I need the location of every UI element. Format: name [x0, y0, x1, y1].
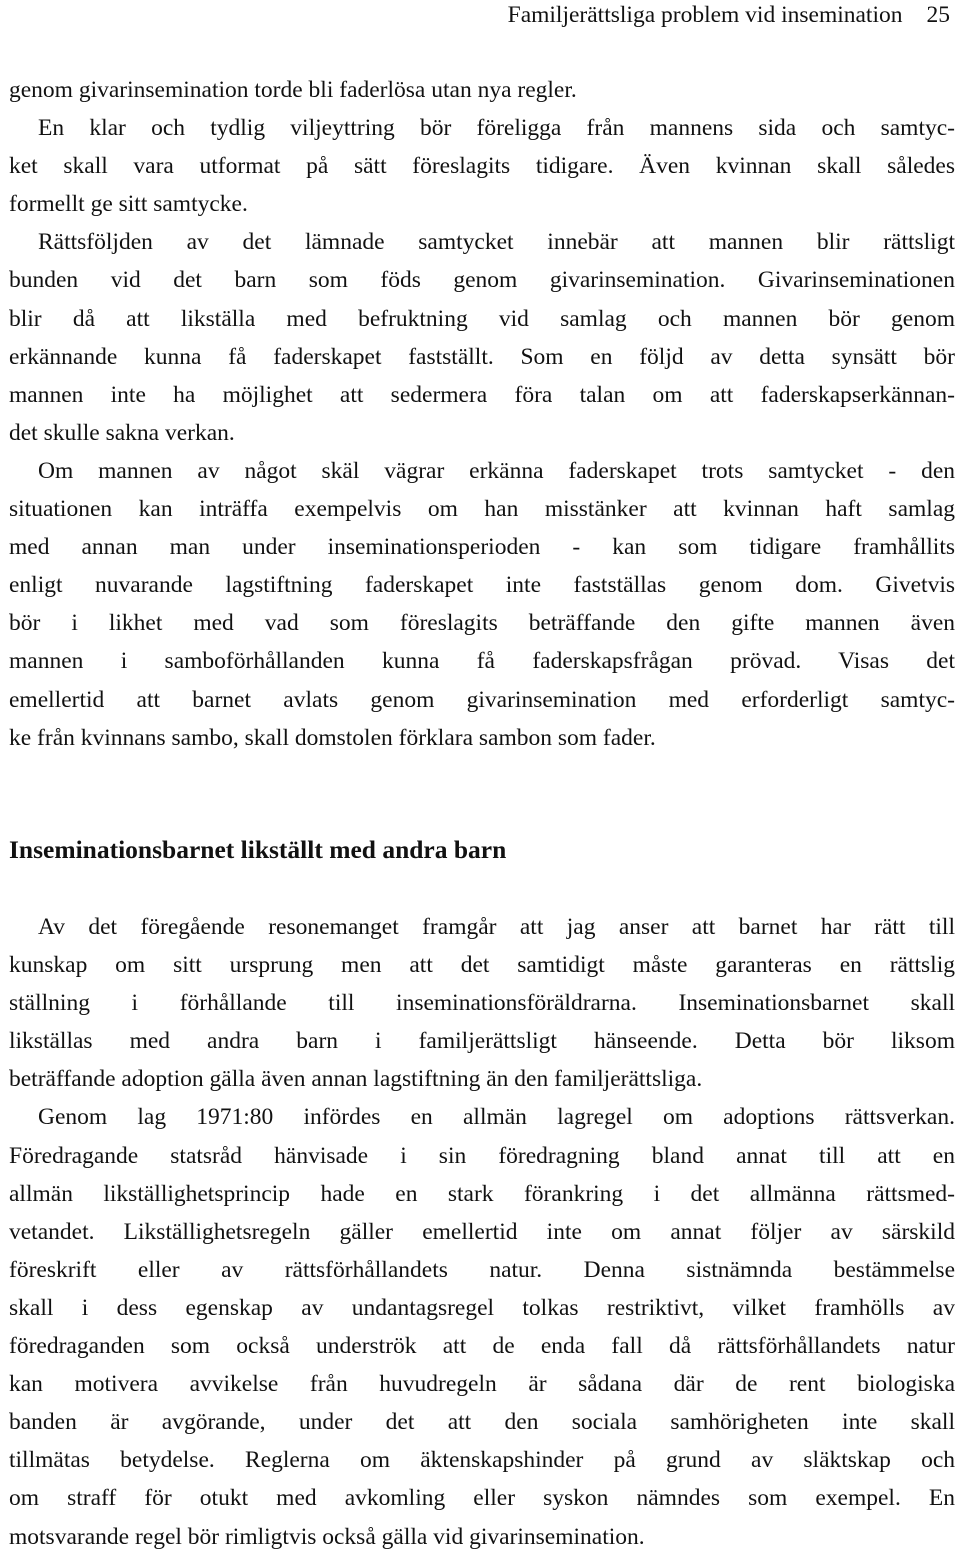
- text-line: formellt ge sitt samtycke.: [9, 191, 248, 218]
- running-header: [508, 0, 950, 30]
- text-line: ket skall vara utformat på sätt föreslagits tidigare. Även kvinnan skall således: [9, 153, 955, 180]
- text-line: tillmätas betydelse. Reglerna om äktenskapshinder på grund av släktskap och: [9, 1447, 955, 1474]
- text-line: ställning i förhållande till inseminationsföräldrarna. Inseminationsbarnet skall: [9, 990, 955, 1017]
- section-heading: Inseminationsbarnet likställt med andra barn: [9, 835, 507, 864]
- body-text-section-2: [9, 908, 955, 1556]
- text-line: föredraganden som också underströk att de enda fall då rättsförhållandets natur: [9, 1333, 955, 1360]
- text-line: mannen i samboförhållanden kunna få faderskapsfrågan prövad. Visas det: [9, 648, 955, 675]
- text-line: situationen kan inträffa exempelvis om han misstänker att kvinnan haft samlag: [9, 496, 955, 523]
- text-line: Av det föregående resonemanget framgår att jag anser att barnet har rätt till: [38, 914, 955, 940]
- body-text-section-1: [9, 71, 955, 757]
- text-line: om straff för otukt med avkomling eller syskon nämndes som exempel. En: [9, 1485, 955, 1512]
- text-line: föreskrift eller av rättsförhållandets natur. Denna sistnämnda bestämmelse: [9, 1256, 955, 1283]
- text-line: skall i dess egenskap av undantagsregel tolkas restriktivt, vilket framhölls av: [9, 1294, 955, 1321]
- text-line: vetandet. Likställighetsregeln gäller emellertid inte om annat följer av särskild: [9, 1218, 955, 1245]
- text-line: allmän likställighetsprincip hade en stark förankring i det allmänna rättsmed-: [9, 1180, 955, 1207]
- running-title: Familjerättsliga problem vid insemination: [507, 2, 903, 28]
- text-line: motsvarande regel bör rimligtvis också gälla vid givarinsemination.: [9, 1523, 645, 1550]
- text-line: det skulle sakna verkan.: [9, 419, 235, 446]
- text-line: kan motivera avvikelse från huvudregeln är sådana där de rent biologiska: [9, 1371, 955, 1398]
- text-line: ke från kvinnans sambo, skall domstolen förklara sambon som fader.: [9, 724, 656, 751]
- text-line: banden är avgörande, under det att den sociala samhörigheten inte skall: [9, 1409, 955, 1436]
- text-line: genom givarinsemination torde bli faderlösa utan nya regler.: [9, 77, 577, 103]
- text-line: med annan man under inseminationsperioden - kan som tidigare framhållits: [9, 534, 955, 561]
- text-line: Föredragande statsråd hänvisade i sin föredragning bland annat till att en: [9, 1142, 955, 1169]
- text-line: blir då att likställa med befruktning vid samlag och mannen bör genom: [9, 305, 955, 332]
- page-number: 25: [926, 2, 950, 28]
- text-line: Genom lag 1971:80 infördes en allmän lagregel om adoptions rättsverkan.: [38, 1104, 955, 1131]
- text-line: enligt nuvarande lagstiftning faderskapet inte fastställas genom dom. Givetvis: [9, 572, 955, 599]
- text-line: kunskap om sitt ursprung men att det samtidigt måste garanteras en rättslig: [9, 952, 955, 979]
- text-line: erkännande kunna få faderskapet fastställt. Som en följd av detta synsätt bör: [9, 343, 955, 370]
- text-line: emellertid att barnet avlats genom givarinsemination med erforderligt samtyc-: [9, 686, 955, 713]
- text-line: beträffande adoption gälla även annan lagstiftning än den familjerättsliga.: [9, 1066, 703, 1093]
- text-line: bör i likhet med vad som föreslagits beträffande den gifte mannen även: [9, 610, 955, 637]
- text-line: mannen inte ha möjlighet att sedermera föra talan om att faderskapserkännan-: [9, 381, 955, 408]
- text-line: likställas med andra barn i familjerättsligt hänseende. Detta bör liksom: [9, 1028, 955, 1055]
- text-line: Rättsföljden av det lämnade samtycket innebär att mannen blir rättsligt: [38, 229, 955, 256]
- text-line: En klar och tydlig viljeyttring bör föreligga från mannens sida och samtyc-: [38, 115, 955, 142]
- text-line: bunden vid det barn som föds genom givarinsemination. Givarinseminationen: [9, 267, 955, 294]
- text-line: Om mannen av något skäl vägrar erkänna faderskapet trots samtycket - den: [38, 457, 955, 484]
